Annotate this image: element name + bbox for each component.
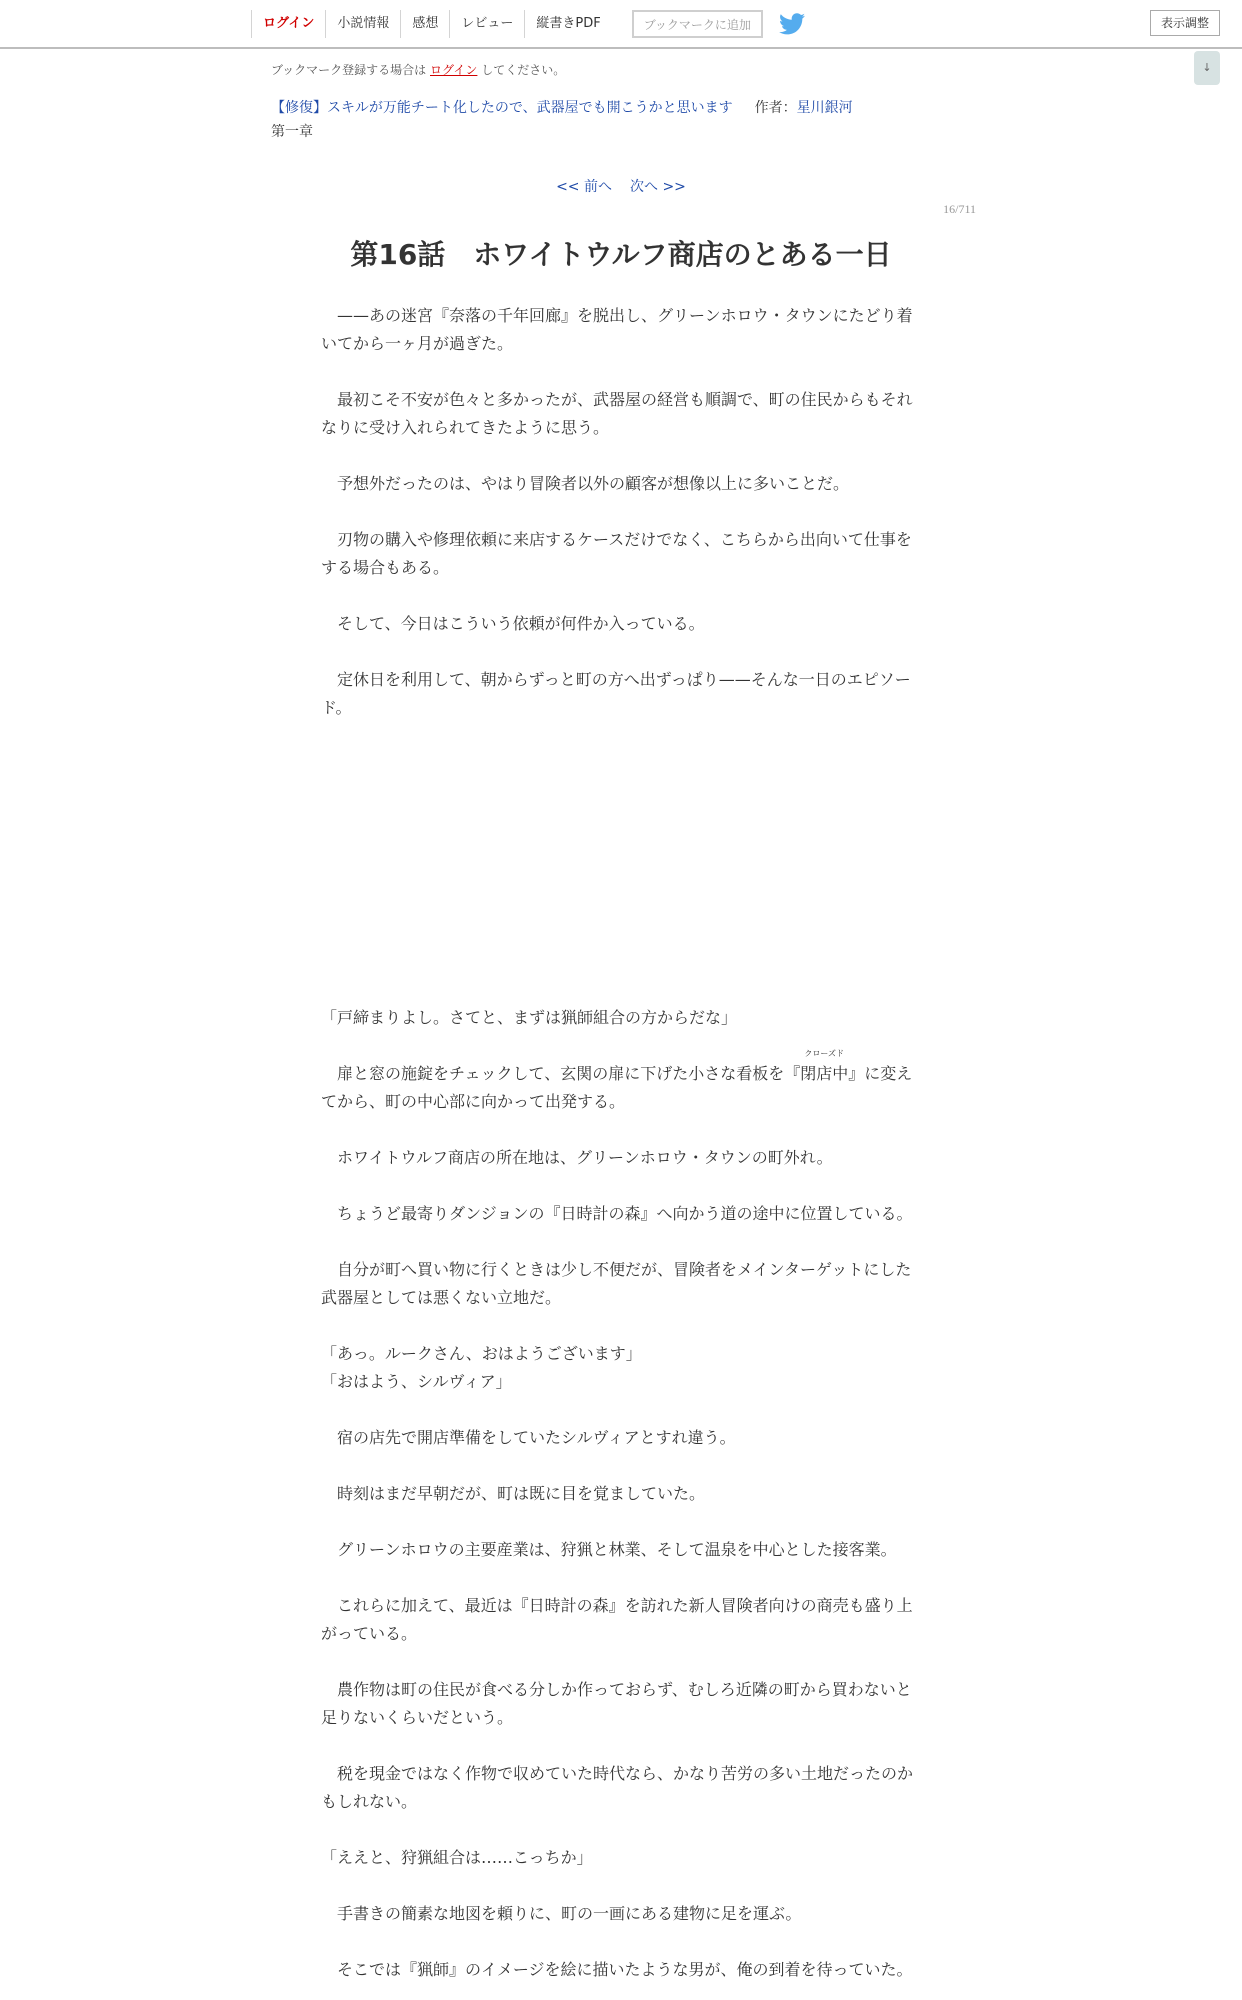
notice-login-link[interactable]: ログイン bbox=[430, 63, 478, 77]
episode-count: 16/711 bbox=[943, 202, 976, 216]
episode-body bbox=[321, 1004, 915, 1984]
author-label: 作者： bbox=[754, 100, 797, 116]
body-paragraph bbox=[321, 1049, 915, 1116]
body-paragraph: これらに加えて、最近は『日時計の森』を訪れた新人冒険者向けの商売も盛り上がっている。 bbox=[321, 1596, 913, 1643]
nav-login-link[interactable]: ログイン bbox=[251, 10, 325, 38]
preface-paragraph: 予想外だったのは、やはり冒険者以外の顧客が想像以上に多いことだ。 bbox=[321, 474, 850, 493]
body-paragraph: 「戸締まりよし。さてと、まずは猟師組合の方からだな」 bbox=[321, 1008, 738, 1027]
notice-suffix: してください。 bbox=[481, 63, 566, 77]
dialogue-line: 「あっ。ルークさん、おはようございます」 bbox=[321, 1344, 642, 1363]
novel-title-link[interactable]: 【修復】スキルが万能チート化したので、武器屋でも開こうかと思います bbox=[271, 100, 733, 116]
ruby-reading: クローズド bbox=[804, 1049, 845, 1058]
chapter-title: 第一章 bbox=[271, 124, 313, 140]
scroll-down-button[interactable] bbox=[1194, 51, 1220, 85]
bookmark-login-notice bbox=[271, 61, 565, 78]
nav-vertical-pdf-link[interactable]: 縦書きPDF bbox=[524, 10, 611, 38]
notice-prefix: ブックマーク登録する場合は bbox=[271, 63, 427, 77]
body-paragraph: ちょうど最寄りダンジョンの『日時計の森』へ向かう道の途中に位置している。 bbox=[321, 1204, 913, 1223]
episode-preface bbox=[321, 302, 915, 722]
preface-paragraph: 刃物の購入や修理依頼に来店するケースだけでなく、こちらから出向いて仕事をする場合もある。 bbox=[321, 530, 912, 577]
preface-paragraph: 最初こそ不安が色々と多かったが、武器屋の経営も順調で、町の住民からもそれなりに受け入れられてきたように思う。 bbox=[321, 390, 913, 437]
top-navigation-bar bbox=[0, 0, 1242, 49]
body-paragraph: そこでは『猟師』のイメージを絵に描いたような男が、俺の到着を待っていた。 bbox=[321, 1960, 913, 1979]
body-paragraph: ホワイトウルフ商店の所在地は、グリーンホロウ・タウンの町外れ。 bbox=[321, 1148, 833, 1167]
body-paragraph: 宿の店先で開店準備をしていたシルヴィアとすれ違う。 bbox=[321, 1428, 736, 1447]
twitter-bird-icon[interactable] bbox=[779, 13, 805, 35]
ruby-base: 閉店中 bbox=[800, 1064, 849, 1083]
body-paragraph: 時刻はまだ早朝だが、町は既に目を覚ましていた。 bbox=[321, 1484, 706, 1503]
nav-novel-info-link[interactable]: 小説情報 bbox=[325, 10, 400, 38]
next-episode-link[interactable]: 次へ >> bbox=[630, 179, 686, 195]
author-link[interactable]: 星川銀河 bbox=[796, 100, 853, 116]
body-paragraph: グリーンホロウの主要産業は、狩猟と林業、そして温泉を中心とした接客業。 bbox=[321, 1540, 897, 1559]
preface-paragraph: そして、今日はこういう依頼が何件か入っている。 bbox=[321, 614, 705, 633]
prev-episode-link[interactable]: << 前へ bbox=[556, 179, 612, 195]
add-bookmark-button[interactable]: ブックマークに追加 bbox=[632, 10, 763, 38]
body-text-segment: 』に変えてから、町の中心部に向かって出発する。 bbox=[321, 1064, 913, 1111]
nav-review-link[interactable]: レビュー bbox=[449, 10, 524, 38]
body-paragraph: 手書きの簡素な地図を頼りに、町の一画にある建物に足を運ぶ。 bbox=[321, 1904, 802, 1923]
preface-paragraph: 定休日を利用して、朝からずっと町の方へ出ずっぱり——そんな一日のエピソード。 bbox=[321, 670, 911, 717]
ruby-annotation bbox=[800, 1049, 849, 1088]
body-paragraph: 自分が町へ買い物に行くときは少し不便だが、冒険者をメインターゲットにした武器屋としては悪くない立地だ。 bbox=[321, 1260, 912, 1307]
preface-paragraph: ——あの迷宮『奈落の千年回廊』を脱出し、グリーンホロウ・タウンにたどり着いてから一ヶ月が過ぎた。 bbox=[321, 306, 913, 353]
novel-header bbox=[271, 97, 853, 117]
display-settings-button[interactable]: 表示調整 bbox=[1150, 10, 1220, 36]
nav-impressions-link[interactable]: 感想 bbox=[400, 10, 449, 38]
dialogue-line: 「ええと、狩猟組合は……こっちか」 bbox=[321, 1848, 593, 1867]
main-nav bbox=[251, 10, 805, 38]
body-paragraph: 農作物は町の住民が食べる分しか作っておらず、むしろ近隣の町から買わないと足りないくらいだという。 bbox=[321, 1680, 912, 1727]
body-paragraph: 税を現金ではなく作物で収めていた時代なら、かなり苦労の多い土地だったのかもしれない。 bbox=[321, 1764, 914, 1811]
episode-pager bbox=[0, 176, 1242, 196]
episode-title: 第16話 ホワイトウルフ商店のとある一日 bbox=[350, 238, 892, 271]
arrow-down-icon: ↓ bbox=[1202, 61, 1212, 74]
dialogue-line: 「おはよう、シルヴィア」 bbox=[321, 1372, 512, 1391]
body-text-segment: 扉と窓の施錠をチェックして、玄関の扉に下げた小さな看板を『 bbox=[321, 1064, 801, 1083]
